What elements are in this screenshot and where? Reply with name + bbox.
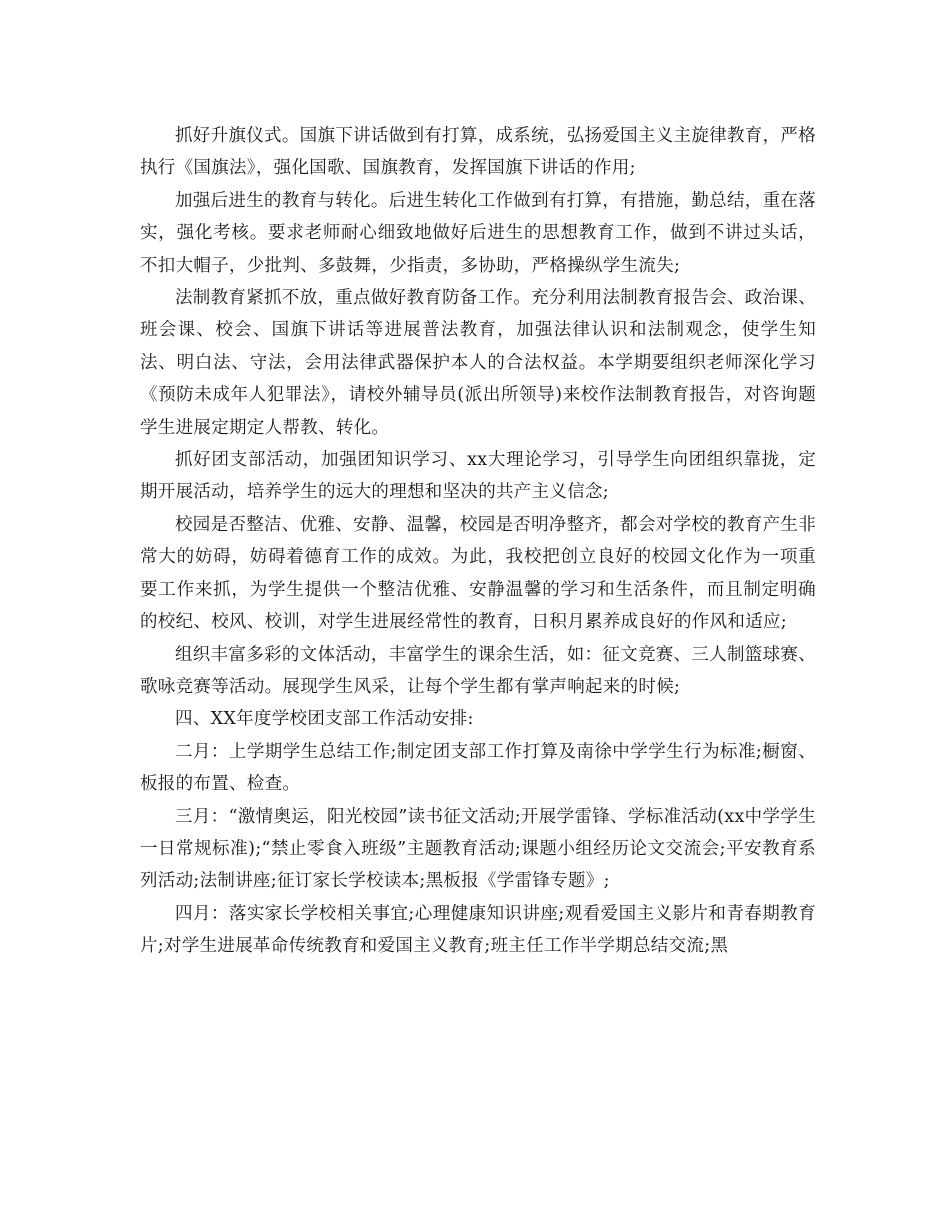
- paragraph-april: 四月：落实家长学校相关事宜;心理健康知识讲座;观看爱国主义影片和青春期教育片;对学生进展革命传统教育和爱国主义教育;班主任工作半学期总结交流;黑: [140, 903, 816, 957]
- paragraph-legal-education: 法制教育紧抓不放，重点做好教育防备工作。充分利用法制教育报告会、政治课、班会课、校会、国旗下讲话等进展普法教育，加强法律认识和法制观念，使学生知法、明白法、守法，会用法律武器保护本人的合法权益。本学期要组织老师深化学习《预防未成年人犯罪法》，请校外辅导员(派出所领导)来校作法制教育报告，对咨询题学生进展定期定人帮教、转化。: [140, 288, 816, 438]
- paragraph-league-activities: 抓好团支部活动，加强团知识学习、xx大理论学习，引导学生向团组织靠拢，定期开展活动，培养学生的远大的理想和坚决的共产主义信念;: [140, 450, 816, 503]
- paragraph-cultural-sports: 组织丰富多彩的文体活动，丰富学生的课余生活，如：征文竞赛、三人制篮球赛、歌咏竞赛等活动。展现学生风采，让每个学生都有掌声响起来的时候;: [140, 644, 816, 697]
- paragraph-february: 二月：上学期学生总结工作;制定团支部工作打算及南徐中学学生行为标准;橱窗、板报的布置、检查。: [140, 741, 816, 795]
- paragraph-campus-culture: 校园是否整洁、优雅、安静、温馨，校园是否明净整齐，都会对学校的教育产生非常大的妨碍，妨碍着德育工作的成效。为此，我校把创立良好的校园文化作为一项重要工作来抓，为学生提供一个整洁优雅、安静温馨的学习和生活条件，而且制定明确的校纪、校风、校训，对学生进展经常性的教育，日积月累养成良好的作风和适应;: [140, 514, 816, 633]
- paragraph-flag-ceremony: 抓好升旗仪式。国旗下讲话做到有打算，成系统，弘扬爱国主义主旋律教育，严格执行《国旗法》，强化国歌、国旗教育，发挥国旗下讲话的作用;: [140, 126, 816, 179]
- section-heading-annual-plan: 四、XX年度学校团支部工作活动安排:: [175, 709, 474, 730]
- paragraph-underperforming-students: 加强后进生的教育与转化。后进生转化工作做到有打算，有措施，勤总结，重在落实，强化考核。要求老师耐心细致地做好后进生的思想教育工作，做到不讲过头话，不扣大帽子，少批判、多鼓舞，少指责，多协助，严格操纵学生流失;: [140, 190, 816, 276]
- document-body: [140, 120, 816, 963]
- paragraph-march: 三月：“激情奥运，阳光校园”读书征文活动;开展学雷锋、学标准活动(xx中学学生一日常规标准);“禁止零食入班级”主题教育活动;课题小组经历论文交流会;平安教育系列活动;法制讲座;征订家长学校读本;黑板报《学雷锋专题》;: [140, 806, 816, 892]
